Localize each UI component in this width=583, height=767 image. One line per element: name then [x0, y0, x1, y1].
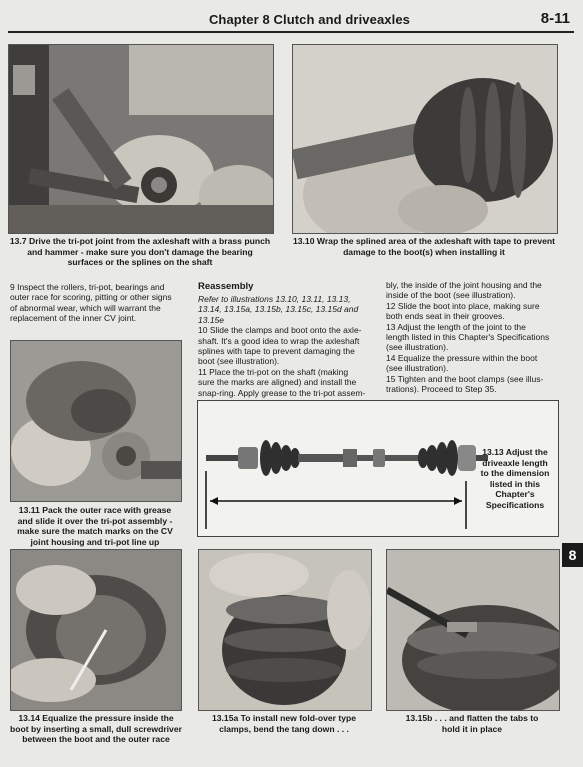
- caption-13-14: [8, 713, 184, 745]
- caption-line: 13.10 Wrap the splined area of the axleshaft with tape to prevent: [292, 236, 556, 246]
- body-line: inside of the boot (see illustration).: [386, 290, 516, 301]
- body-line: 14 Equalize the pressure within the boot: [386, 352, 538, 363]
- photo-13-10: [292, 44, 558, 234]
- body-line: of abnormal wear, which will warrant the: [10, 302, 161, 313]
- caption-line: Specifications: [485, 499, 545, 510]
- body-line: Refer to illustrations 13.10, 13.11, 13.13,: [198, 294, 351, 304]
- body-line: replacement of the inner CV joint.: [10, 313, 137, 324]
- body-line: bly, the inside of the joint housing and the: [386, 280, 542, 290]
- body-line: shaft. It's a good idea to wrap the axleshaft: [198, 335, 360, 346]
- body-line: 12 Slide the boot into place, making sure: [386, 300, 540, 311]
- body-line: splines with tape to prevent damaging the: [198, 346, 355, 357]
- caption-line: 13.11 Pack the outer race with grease: [18, 505, 172, 515]
- body-line: 9 Inspect the rollers, tri-pot, bearings and: [10, 282, 165, 292]
- caption-line: make sure the match marks on the CV: [17, 526, 173, 536]
- caption-line: boot by inserting a small, dull screwdriver: [10, 723, 182, 734]
- caption-line: surfaces or the splines on the shaft: [67, 257, 213, 267]
- body-column-3: [386, 280, 566, 394]
- caption-line: hold it in place: [441, 723, 503, 734]
- body-line: boot (see illustration).: [198, 356, 280, 367]
- caption-line: 13.14 Equalize the pressure inside the: [18, 713, 174, 723]
- caption-line: 13.15b . . . and flatten the tabs to: [405, 713, 539, 723]
- caption-line: listed in this: [489, 478, 541, 489]
- body-line: snap-ring. Apply grease to the tri-pot assem-: [198, 387, 366, 398]
- body-line: (see illustration).: [386, 342, 449, 353]
- photo-13-15b: [386, 549, 560, 711]
- body-column-2: [198, 294, 378, 398]
- caption-line: clamps, bend the tang down . . .: [219, 723, 349, 734]
- caption-13-7: [8, 236, 272, 268]
- chapter-title: Chapter 8 Clutch and driveaxles: [208, 12, 410, 27]
- caption-13-13: [475, 447, 555, 510]
- photo-13-11: [10, 340, 182, 502]
- photo-13-15a: [198, 549, 372, 711]
- caption-line: 13.7 Drive the tri-pot joint from the axleshaft with a brass punch: [9, 236, 271, 246]
- body-line: 13.15e: [198, 314, 224, 325]
- photo-13-14: [10, 549, 182, 711]
- caption-line: 13.15a To install new fold-over type: [211, 713, 357, 723]
- body-line: 15 Tighten and the boot clamps (see illus-: [386, 373, 544, 384]
- caption-13-10: [292, 236, 556, 257]
- caption-line: and hammer - make sure you don't damage the bearing: [27, 246, 253, 257]
- caption-line: between the boot and the outer race: [22, 734, 170, 744]
- caption-line: damage to the boot(s) when installing it: [343, 246, 505, 257]
- caption-line: Chapter's: [495, 489, 535, 499]
- body-line: trations). Proceed to Step 35.: [386, 384, 497, 395]
- section-tab: 8: [562, 543, 583, 567]
- body-line: sure the marks are aligned) and install the: [198, 377, 357, 388]
- body-line: outer race for scoring, pitting or other signs: [10, 292, 172, 303]
- body-line: 13 Adjust the length of the joint to the: [386, 321, 526, 332]
- caption-line: 13.13 Adjust the: [482, 447, 548, 457]
- caption-line: joint housing and tri-pot line up: [30, 536, 160, 547]
- body-column-1: [10, 282, 185, 324]
- caption-13-15b: [386, 713, 558, 734]
- header-rule: [8, 31, 574, 33]
- caption-line: to the dimension: [480, 468, 550, 478]
- caption-13-11: [10, 505, 180, 547]
- caption-line: driveaxle length: [482, 457, 548, 468]
- body-line: both ends seat in their grooves.: [386, 311, 505, 322]
- body-line: length listed in this Chapter's Specifications: [386, 332, 550, 343]
- body-line: 11 Place the tri-pot on the shaft (making: [198, 366, 349, 377]
- body-line: (see illustration).: [386, 363, 449, 374]
- caption-13-15a: [198, 713, 370, 734]
- body-line: 10 Slide the clamps and boot onto the axle-: [198, 325, 362, 336]
- caption-line: and slide it over the tri-pot assembly -: [17, 515, 173, 526]
- reassembly-heading: Reassembly: [198, 281, 254, 292]
- body-line: 13.14, 13.15a, 13.15b, 13.15c, 13.15d and: [198, 304, 359, 315]
- page-number: 8-11: [540, 10, 570, 27]
- photo-13-7: [8, 44, 274, 234]
